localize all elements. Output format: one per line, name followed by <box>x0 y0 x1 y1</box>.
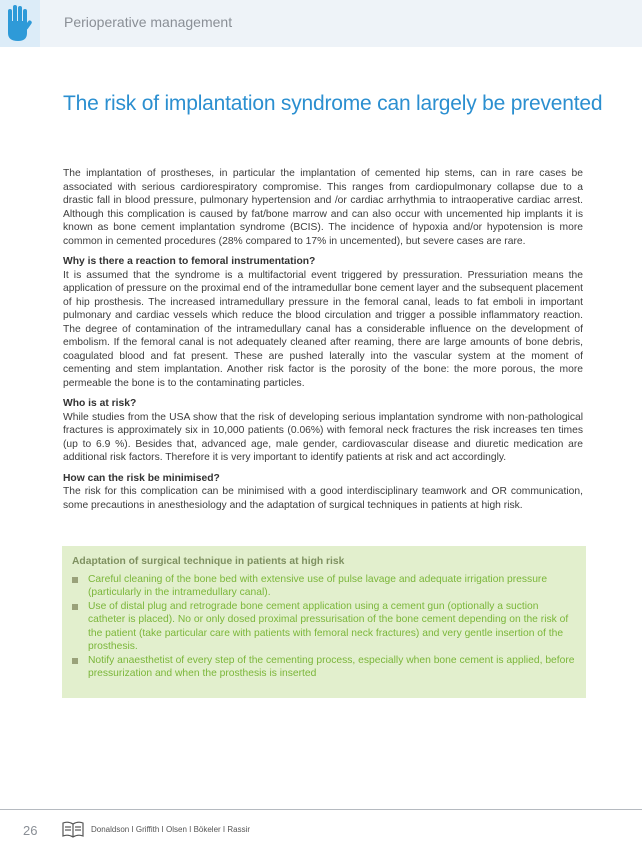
list-item <box>72 654 576 681</box>
info-box-title: Adaptation of surgical technique in patients at high risk <box>72 556 345 567</box>
hand-icon <box>2 3 38 43</box>
square-bullet-icon <box>72 577 78 583</box>
list-item <box>72 573 576 600</box>
page-title: The risk of implantation syndrome can largely be prevented <box>63 92 603 115</box>
intro-paragraph: The implantation of prostheses, in particular the implantation of cemented hip stems, can in rare cases be associated with serious cardiorespiratory compromise. This ranges from cardiopulmonary collapse due to a drastic fall in blood pressure, pulmonary hypertension and /or cardiac arrhythmia to intraoperative cardiac arrest. Although this complication is caused by fat/bone marrow and can also occur with uncemented hip implants it is known as bone cement implantation syndrome (BCIS). The incidence of hypoxia and/or hypotension is more common in cemented procedures (28% compared to 17% in uncemented), but severe cases are rare. <box>63 168 583 247</box>
list-item-text: Notify anaesthetist of every step of the cementing process, especially when bone cement is applied, before pressurization and when the prosthesis is inserted <box>88 654 575 679</box>
main-content <box>63 167 583 519</box>
section-paragraph: While studies from the USA show that the risk of developing serious implantation syndrome with non-pathological fractures is approximately six in 10,000 patients (0.06%) with femoral neck fractures the risk increases ten times (up to 6.9 %). Besides that, advanced age, male gender, cardiovascular disease and diuretic medication are additional risk factors. Therefore it is very important to identify patients at risk and act accordingly. <box>63 411 583 463</box>
section-paragraph: It is assumed that the syndrome is a multifactorial event triggered by pressuration. Pressuriation means the application of pressure on the proximal end of the intramedullar bone cement layer and the subsequent placement of hip prosthesis. The increased intramedullary pressure in the femoral canal, leads to fat emboli in important pulmonary and cardiac vessels which reduce the blood circulation and trigger a possible inflammatory reaction. The degree of contamination of the intramedullary canal has a considerable influence on the development of embolism. If the femoral canal is not adequately cleaned after reaming, there are large amounts of bone debris, coagulated blood and fat present. These are pushed laterally into the vascular system at the moment of cementing and stem implantation. Another risk factor is the porosity of the bone: the more porous, the more permeable the bone is to the contaminating particles. <box>63 269 583 389</box>
list-item-text: Use of distal plug and retrograde bone cement application using a cement gun (optionally a suction catheter is placed). No or only dosed proximal pressurisation of the bone cement depending on the risk of the patient (take particular care with patients with femoral neck fractures) and very gentle insertion of the prosthesis. <box>88 600 569 652</box>
header-section-title: Perioperative management <box>64 14 233 30</box>
list-item-text: Careful cleaning of the bone bed with extensive use of pulse lavage and adequate irrigation pressure (particularly in the intramedullary canal). <box>88 573 548 598</box>
section-heading: Why is there a reaction to femoral instrumentation? <box>63 256 316 267</box>
header-icon-box <box>0 0 40 47</box>
book-icon <box>62 820 84 838</box>
list-item <box>72 600 576 654</box>
square-bullet-icon <box>72 658 78 664</box>
page-header <box>0 0 642 47</box>
section-heading: Who is at risk? <box>63 398 137 409</box>
section-heading: How can the risk be minimised? <box>63 472 220 484</box>
info-box <box>62 546 586 698</box>
section-paragraph: The risk for this complication can be minimised with a good interdisciplinary teamwork and OR communication, some precautions in anesthesiology and the adaptation of surgical techniques in patients at high risk. <box>63 486 583 511</box>
footer-authors: Donaldson I Griffith I Olsen I Bökeler I Rassir <box>91 825 251 834</box>
info-box-list <box>72 573 576 681</box>
square-bullet-icon <box>72 604 78 610</box>
footer-divider <box>0 809 642 810</box>
page-number: 26 <box>23 823 38 838</box>
